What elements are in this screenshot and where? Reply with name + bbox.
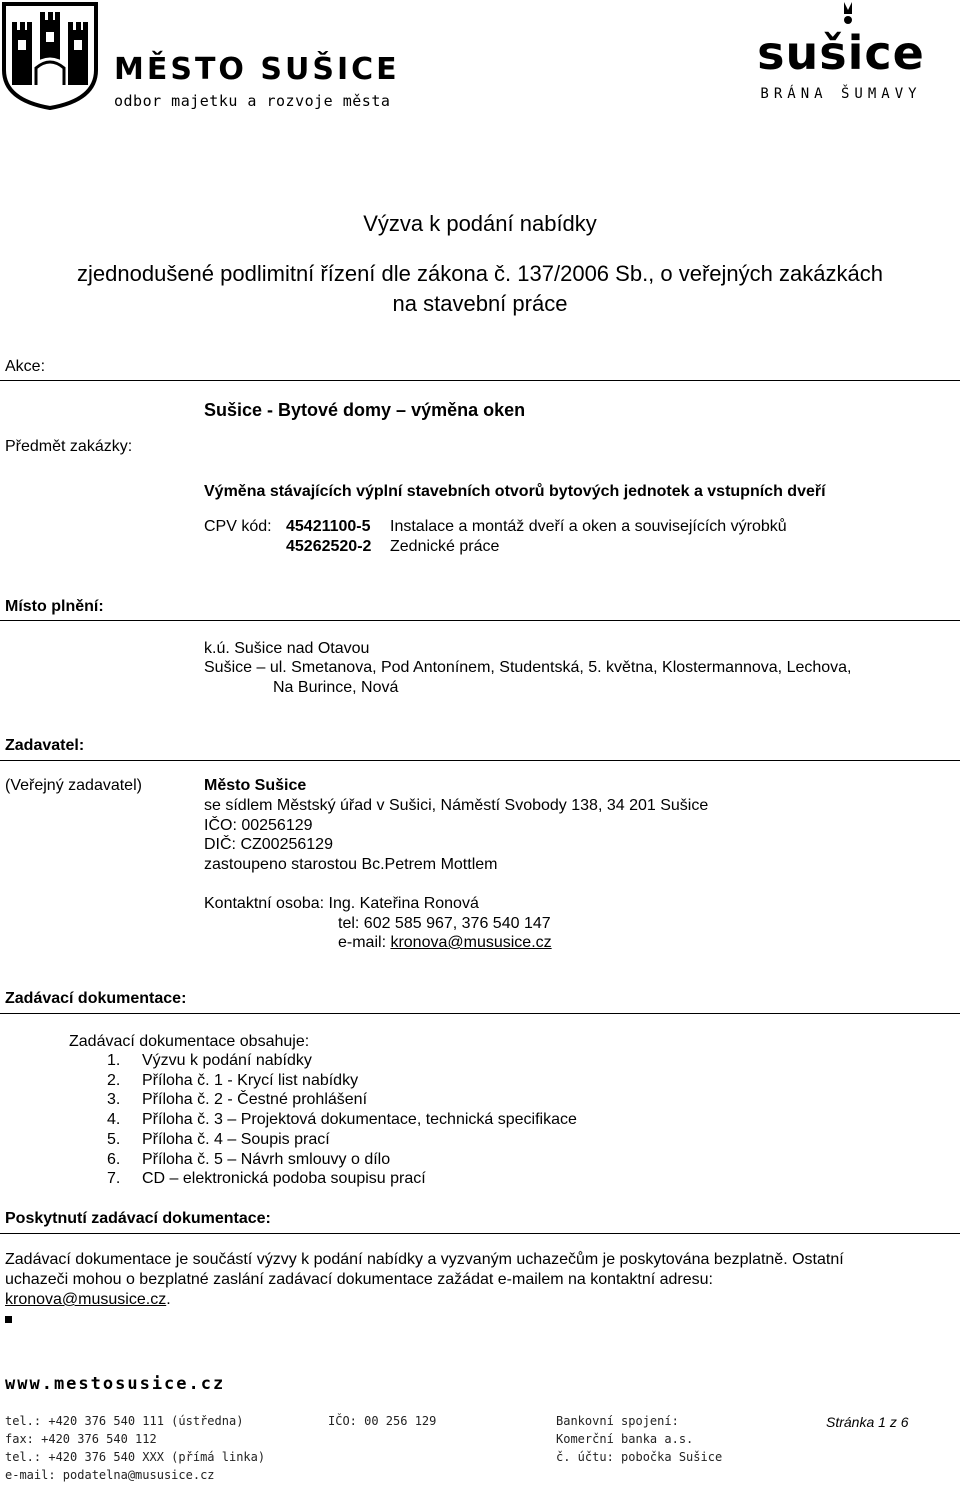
email-prefix: e-mail: (338, 934, 391, 951)
page-number: Stránka 1 z 6 (826, 1414, 909, 1430)
list-item: Výzvu k podání nabídky (142, 1052, 312, 1069)
zadavatel-dic: DIČ: CZ00256129 (204, 836, 333, 853)
footer-bank-line: Bankovní spojení: (556, 1414, 679, 1428)
contact-person: Kontaktní osoba: Ing. Kateřina Ronová (204, 895, 479, 912)
footer-bank-line: č. účtu: pobočka Sušice (556, 1450, 723, 1464)
zadavatel-name: Město Sušice (204, 777, 307, 794)
list-item-number: 2. (107, 1071, 121, 1089)
contact-email-link[interactable]: kronova@mususice.cz (390, 934, 552, 951)
bullet-square-icon (5, 1316, 12, 1323)
list-item-number: 7. (107, 1170, 121, 1188)
susice-brand-logo (746, 0, 936, 108)
contact-email-row (338, 934, 552, 952)
divider (0, 620, 960, 621)
list-item: Příloha č. 3 – Projektová dokumentace, technická specifikace (142, 1111, 577, 1129)
divider (0, 1013, 960, 1014)
list-item-number: 1. (107, 1052, 121, 1069)
contact-phone: tel: 602 585 967, 376 540 147 (338, 915, 551, 932)
coat-of-arms-logo (0, 0, 100, 110)
divider (0, 1233, 960, 1234)
poskytnuti-line1: Zadávací dokumentace je součástí výzvy k podání nabídky a vyzvaným uchazečům je poskytována bezplatně. Ostatní (5, 1251, 844, 1268)
procedure-title-line2: na stavební práce (392, 291, 568, 316)
footer-website: www.mestosusice.cz (5, 1374, 226, 1394)
list-item: Příloha č. 1 - Krycí list nabídky (142, 1071, 359, 1089)
list-item-number: 4. (107, 1111, 121, 1129)
poskytnuti-label: Poskytnutí zadávací dokumentace: (5, 1210, 271, 1227)
footer-contact-line: tel.: +420 376 540 111 (ústředna) (5, 1414, 244, 1428)
cpv-text: Instalace a montáž dveří a oken a souvisejících výrobků (390, 518, 787, 535)
footer-contact-line: e-mail: podatelna@mususice.cz (5, 1468, 215, 1482)
misto-line2: Sušice – ul. Smetanova, Pod Antonínem, Studentská, 5. května, Klostermannova, Lechova, (204, 659, 852, 676)
email-suffix: . (166, 1291, 171, 1308)
list-item: Příloha č. 2 - Čestné prohlášení (142, 1091, 368, 1109)
misto-label: Místo plnění: (5, 598, 104, 615)
department-name: odbor majetku a rozvoje města (114, 92, 391, 110)
zadavatel-address: se sídlem Městský úřad v Sušici, Náměstí Svobody 138, 34 201 Sušice (204, 797, 709, 814)
poskytnuti-email-link[interactable]: kronova@mususice.cz (5, 1291, 167, 1308)
zadavatel-ico: IČO: 00256129 (204, 817, 313, 834)
list-item: Příloha č. 5 – Návrh smlouvy o dílo (142, 1150, 391, 1168)
list-item: Příloha č. 4 – Soupis prací (142, 1130, 330, 1148)
brand-tagline: BRÁNA ŠUMAVY (760, 86, 922, 102)
cpv-code: 45262520-2 (286, 538, 372, 555)
zadavatel-label: Zadavatel: (5, 737, 85, 754)
document-title: Výzva k podání nabídky (363, 211, 597, 236)
footer-contact-line: fax: +420 376 540 112 (5, 1432, 157, 1446)
poskytnuti-line2: uchazeči mohou o bezplatné zaslání zadávací dokumentace zažádat e-mailem na kontaktní adresu: (5, 1271, 713, 1288)
divider (0, 380, 960, 381)
dokumentace-intro: Zadávací dokumentace obsahuje: (69, 1033, 310, 1050)
akce-label: Akce: (5, 358, 46, 375)
poskytnuti-email-row (5, 1291, 171, 1309)
zadavatel-sub-label: (Veřejný zadavatel) (5, 777, 142, 794)
divider (0, 760, 960, 761)
cpv-text: Zednické práce (390, 538, 500, 555)
list-item-number: 6. (107, 1150, 121, 1168)
zadavatel-represented: zastoupeno starostou Bc.Petrem Mottlem (204, 856, 498, 873)
footer-ico: IČO: 00 256 129 (328, 1414, 437, 1428)
list-item-number: 5. (107, 1130, 121, 1148)
cpv-label: CPV kód: (204, 518, 272, 535)
predmet-label: Předmět zakázky: (5, 438, 133, 455)
predmet-description: Výměna stávajících výplní stavebních otvorů bytových jednotek a vstupních dveří (204, 483, 826, 500)
brand-name: sušice (757, 26, 925, 80)
procedure-title-line1: zjednodušené podlimitní řízení dle zákona č. 137/2006 Sb., o veřejných zakázkách (77, 261, 883, 286)
city-name: MĚSTO SUŠICE (114, 52, 400, 87)
misto-line3: Na Burince, Nová (273, 679, 399, 696)
akce-value: Sušice - Bytové domy – výměna oken (204, 400, 526, 420)
misto-line1: k.ú. Sušice nad Otavou (204, 640, 370, 657)
list-item: CD – elektronická podoba soupisu prací (142, 1170, 426, 1188)
list-item-number: 3. (107, 1091, 121, 1109)
dokumentace-label: Zadávací dokumentace: (5, 990, 187, 1007)
cpv-code: 45421100-5 (286, 518, 371, 535)
footer-contact-line: tel.: +420 376 540 XXX (přímá linka) (5, 1450, 266, 1464)
footer-bank-line: Komerční banka a.s. (556, 1432, 694, 1446)
